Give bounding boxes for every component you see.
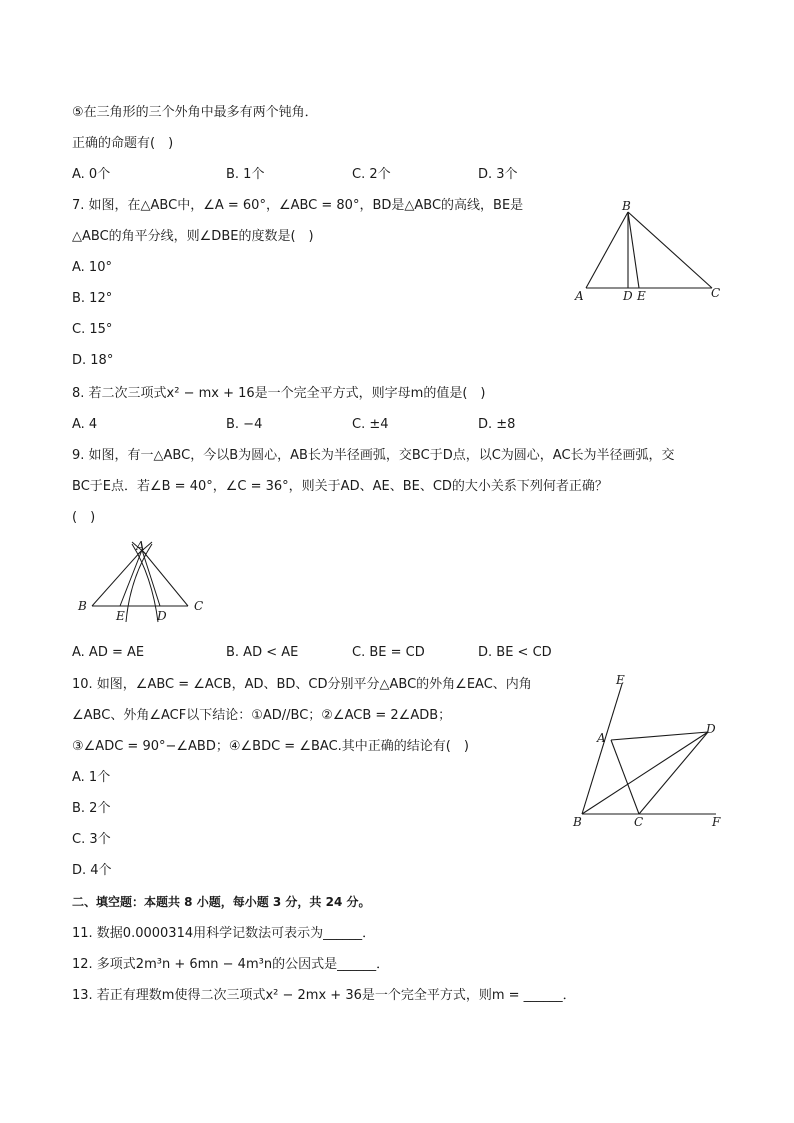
q6-option-d: D. 3个 — [478, 167, 518, 182]
q10-label-b: B — [573, 815, 582, 829]
q7-option-a: A. 10° — [72, 260, 112, 275]
q10-figure — [566, 670, 736, 836]
section-2-title: 二、填空题：本题共 8 小题，每小题 3 分，共 24 分。 — [72, 895, 371, 909]
q6-prompt: 正确的命题有( ) — [72, 136, 174, 151]
q10-option-a: A. 1个 — [72, 770, 111, 785]
q7-option-b: B. 12° — [72, 291, 113, 306]
q9-triangle-figure — [74, 538, 214, 624]
q6-option-a: A. 0个 — [72, 167, 111, 182]
q9-segment-ad — [142, 550, 160, 606]
q7-label-d: D — [623, 289, 633, 303]
q10-label-f: F — [712, 815, 721, 829]
q9-segment-ab — [92, 550, 142, 606]
q10-stem-line2: ∠ABC、外角∠ACF以下结论：①AD//BC；②∠ACB = 2∠ADB； — [72, 708, 452, 723]
q7-stem-line1: 7. 如图，在△ABC中，∠A = 60°，∠ABC = 80°，BD是△ABC的高线，BE是 — [72, 198, 524, 213]
q6-item5: ⑤在三角形的三个外角中最多有两个钝角． — [72, 105, 318, 120]
q13-stem: 13. 若正有理数m使得二次三项式x² − 2mx + 36是一个完全平方式，则m = ______． — [72, 988, 576, 1003]
q10-label-a: A — [597, 731, 606, 745]
q8-option-a: A. 4 — [72, 417, 98, 432]
q7-segment-be — [628, 212, 639, 288]
q9-option-a: A. AD = AE — [72, 645, 145, 660]
q7-segment-bc — [628, 212, 712, 288]
q10-option-b: B. 2个 — [72, 801, 111, 816]
q8-option-c: C. ±4 — [352, 417, 389, 432]
q9-stem-line1: 9. 如图，有一△ABC，今以B为圆心，AB长为半径画弧，交BC于D点，以C为圆心，AC长为半径画弧，交 — [72, 448, 675, 463]
q7-option-c: C. 15° — [72, 322, 113, 337]
q10-label-c: C — [634, 815, 644, 829]
q6-option-b: B. 1个 — [226, 167, 265, 182]
q7-stem-line2: △ABC的角平分线，则∠DBE的度数是( ) — [72, 229, 314, 244]
q10-label-e: E — [616, 673, 625, 687]
q7-label-e: E — [637, 289, 646, 303]
q10-segment-cd — [639, 732, 708, 814]
q10-stem-line3: ③∠ADC = 90°−∠ABD；④∠BDC = ∠BAC.其中正确的结论有( ) — [72, 739, 469, 754]
q8-option-b: B. −4 — [226, 417, 263, 432]
q10-label-d: D — [706, 722, 716, 736]
q7-label-b: B — [622, 199, 631, 213]
q10-segment-ad — [611, 732, 708, 740]
q7-triangle-figure — [568, 196, 728, 306]
q9-label-c: C — [194, 599, 204, 613]
q7-label-a: A — [575, 289, 584, 303]
q10-option-c: C. 3个 — [72, 832, 111, 847]
q12-stem: 12. 多项式2m³n + 6mn − 4m³n的公因式是______． — [72, 957, 390, 972]
q8-option-d: D. ±8 — [478, 417, 516, 432]
q7-option-d: D. 18° — [72, 353, 114, 368]
q9-segment-ae — [120, 550, 142, 606]
q7-segment-ab — [586, 212, 628, 288]
q6-option-c: C. 2个 — [352, 167, 391, 182]
q10-segment-ac — [611, 740, 639, 814]
q9-label-e: E — [116, 609, 125, 623]
q10-option-d: D. 4个 — [72, 863, 112, 878]
q9-stem-line3: ( ) — [72, 510, 96, 525]
q9-option-b: B. AD < AE — [226, 645, 299, 660]
q9-label-b: B — [78, 599, 87, 613]
q10-stem-line1: 10. 如图，∠ABC = ∠ACB，AD、BD、CD分别平分△ABC的外角∠EAC、内角 — [72, 677, 532, 692]
q9-segment-ac — [142, 550, 188, 606]
q8-stem: 8. 若二次三项式x² − mx + 16是一个完全平方式，则字母m的值是( ) — [72, 386, 486, 401]
q7-label-c: C — [711, 286, 721, 300]
q9-option-d: D. BE < CD — [478, 645, 552, 660]
q9-label-a: A — [136, 539, 145, 553]
q10-segment-be — [582, 684, 622, 814]
q11-stem: 11. 数据0.0000314用科学记数法可表示为______． — [72, 926, 376, 941]
q9-option-c: C. BE = CD — [352, 645, 425, 660]
q9-stem-line2: BC于E点．若∠B = 40°，∠C = 36°，则关于AD、AE、BE、CD的大小关系下列何者正确？ — [72, 479, 608, 494]
q9-label-d: D — [157, 609, 167, 623]
